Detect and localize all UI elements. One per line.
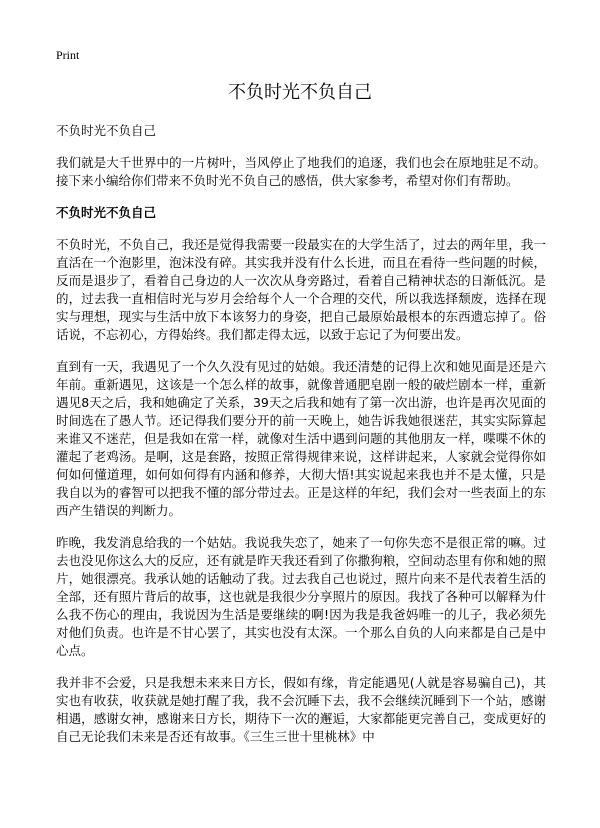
intro-paragraph: 我们就是大千世界中的一片树叶，当风停止了地我们的追逐，我们也会在原地驻足不动。接下来小编给你们带来不负时光不负自己的感悟，供大家参考，希望对你们有帮助。 <box>56 155 546 188</box>
section-heading: 不负时光不负自己 <box>56 205 157 220</box>
print-link[interactable]: Print <box>56 48 80 62</box>
article-subtitle: 不负时光不负自己 <box>56 123 157 138</box>
paragraph-4: 我并非不会爱，只是我想未来来日方长，假如有缘，肯定能遇见(人就是容易骗自己)，其实也有收获，收获就是她打醒了我，我不会沉睡下去，我不会继续沉睡到下一个站，感谢相遇，感谢女神，感谢来日方长，期待下一次的邂逅，大家都能更完善自己，变成更好的自己无论我们未来是否还有故事。《三生三世十里桃林》中 <box>56 675 546 744</box>
article-body <box>56 122 546 760</box>
page-title: 不负时光不负自己 <box>228 82 372 103</box>
paragraph-2: 直到有一天，我遇见了一个久久没有见过的姑娘。我还清楚的记得上次和她见面是还是六年前。重新遇见，这该是一个怎么样的故事，就像普通肥皂剧一般的破烂剧本一样，重新遇见8天之后，我和她确定了关系，39天之后我和她有了第一次出游，也许是再次见面的时间选在了愚人节。还记得我们要分开的前一天晚上，她告诉我她很迷茫，其实实际算起来谁又不迷茫，但是我如在常一样，就像对生活中遇到问题的其他朋友一样，喋喋不休的灌起了老鸡汤。是啊，这是套路，按照正常得规律来说，这样讲起来，人家就会觉得你如何如何懂道理，如何如何得有内涵和修养，大彻大悟!其实说起来我也并不是太懂，只是我自以为的睿智可以把我不懂的部分带过去。正是这样的年纪，我们会对一些表面上的东西产生错误的判断力。 <box>56 359 546 518</box>
paragraph-1: 不负时光，不负自己，我还是觉得我需要一段最实在的大学生活了，过去的两年里，我一直活在一个泡影里，泡沫没有碎。其实我并没有什么长进，而且在看待一些问题的时候，反而是退步了，看着自己身边的人一次次从身旁路过，看着自己精神状态的日渐低沉。是的，过去我一直相信时光与岁月会给每个人一个合理的交代，所以我选择颓废，选择在现实与理想，现实与生活中放下本该努力的身姿，把自己最原始最根本的东西遗忘掉了。俗话说，不忘初心，方得始终。我们都走得太远，以致于忘记了为何要出发。 <box>56 237 546 342</box>
paragraph-3: 昨晚，我发消息给我的一个姑姑。我说我失恋了，她来了一句你失恋不是很正常的嘛。过去也没见你这么大的反应，还有就是昨天我还看到了你撒狗粮，空间动态里有你和她的照片，她很漂亮。我承认她的话触动了我。过去我自己也说过，照片向来不是代表着生活的全部，还有照片背后的故事，这也就是我很少分享照片的原因。我找了各种可以解释为什么我不伤心的理由，我说因为生活是要继续的啊!因为我是我爸妈唯一的儿子，我必须先对他们负责。也许是不甘心罢了，其实也没有太深。一个那么自负的人向来都是自己是中心点。 <box>56 535 546 658</box>
